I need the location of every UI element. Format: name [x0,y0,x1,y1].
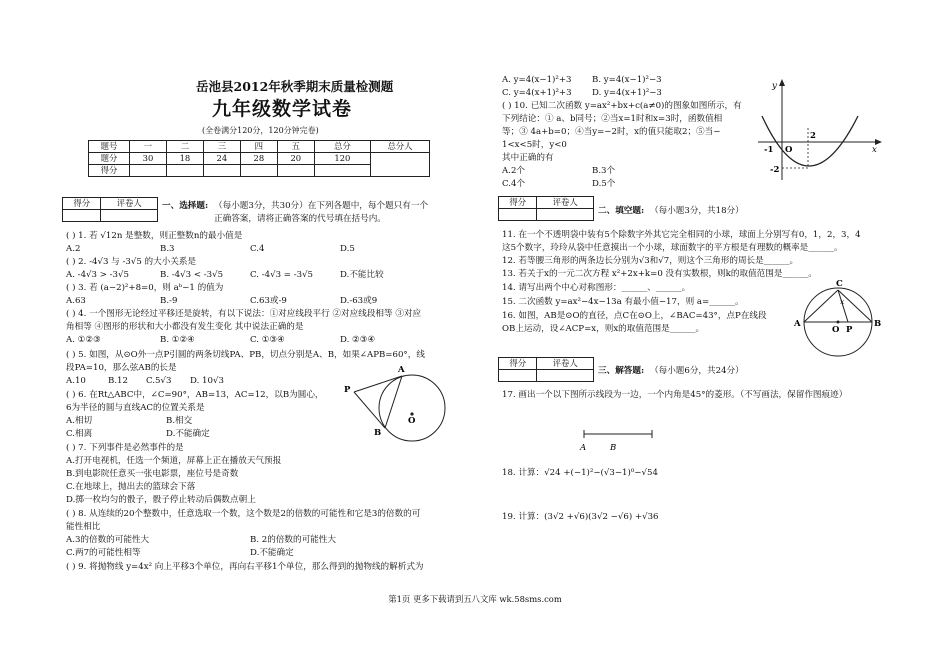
figure-q10-graph [756,76,886,186]
grader-name-cell[interactable] [101,210,158,222]
score-table-col: 四 [240,141,277,153]
exam-title: 岳池县2012年秋季期末质量检测题 [196,79,394,94]
question-7: ( ) 7. 下列事件是必然事件的是 [66,443,184,453]
grader-score-label: 得分 [499,358,537,370]
section3-heading: 三、解答题: [598,366,645,376]
fig10-label-neg2: -2 [770,165,780,175]
question-1: ( ) 1. 若 √12n 是整数，则正整数n的最小值是 [66,231,243,241]
option: C.63或-9 [250,296,287,306]
score-input-cell[interactable] [203,165,240,177]
score-table-col: 一 [130,141,167,153]
section3-desc: （每小题6分，共24分） [650,366,744,376]
score-table-cell: 24 [203,153,240,165]
score-table-header: 题分 [89,153,130,165]
option: D.5个 [592,179,616,189]
option: A.打开电视机，任选一个频道，屏幕上正在播放天气预报 [66,456,282,466]
fig5-label-p: P [344,385,351,395]
section2-desc: （每小题3分，共18分） [650,206,744,216]
option: C.两7的可能性相等 [66,548,141,558]
question-18: 18. 计算：√24 +(−1)²−(√3−1)⁰−√54 [502,468,658,478]
score-table-col: 五 [277,141,314,153]
score-table-cell: 120 [314,153,370,165]
question-5-cont: 段PA=10，那么弦AB的长是 [66,363,177,373]
option: C.4 [250,244,265,254]
score-table [88,140,430,177]
score-table-cell: 28 [240,153,277,165]
seg17-label-a: A [580,443,587,453]
fig5-label-a: A [398,365,405,375]
section1-desc: （每小题3分，共30分）在下列各题中，每个题只有一个 [214,201,429,211]
question-9: ( ) 9. 将抛物线 y=4x² 向上平移3个单位，再向右平移1个单位，那么得到的抛物线的解析式为 [66,562,424,572]
option: B. y=4(x−1)²−3 [592,75,662,85]
score-input-cell[interactable] [240,165,277,177]
grader-name-label: 评卷人 [101,198,158,210]
question-16: 16. 如图，AB是⊙O的直径，点C在⊙O上，∠BAC=43°，点P在线段 [502,311,767,321]
question-11: 11. 在一个不透明袋中装有5个除数字外其它完全相同的小球，球面上分别写有0，1，2，3，4 [502,230,861,240]
fig10-label-x: x [872,145,877,155]
figure-q5 [340,362,460,452]
option: A.10 [66,376,86,386]
fig5-label-o: O [408,416,416,426]
option: B.3个 [592,166,616,176]
section2-heading: 二、填空题: [598,206,645,216]
fig10-label-o: O [785,145,793,155]
question-19: 19. 计算：(3√2 +√6)(3√2 −√6) +√36 [502,512,659,522]
option: A.63 [66,296,86,306]
option: B.-9 [160,296,178,306]
score-table-header: 题号 [89,141,130,153]
option: C. -4√3 = -3√5 [250,270,314,280]
option: A.3的倍数的可能性大 [66,535,150,545]
figure-q17-segment [578,428,658,454]
question-10: ( ) 10. 已知二次函数 y=ax²+bx+c(a≠0)的图象如图所示，有 [502,101,742,111]
grader-box-2 [498,196,594,221]
score-table-col: 二 [166,141,203,153]
fig16-label-a: A [794,319,801,329]
score-input-cell[interactable] [277,165,314,177]
question-4-cont: 角相等 ④图形的形状和大小都没有发生变化 其中说法正确的是 [66,322,304,332]
option: D.不能比较 [340,270,384,280]
option: D. 10√3 [190,376,224,386]
section1-desc2: 正确答案，请将正确答案的代号填在括号内。 [214,214,386,224]
grader-name-label: 评卷人 [537,358,594,370]
grader-name-cell[interactable] [537,209,594,221]
question-14: 14. 请写出两个中心对称图形：______、______。 [502,283,691,293]
grader-score-cell[interactable] [499,370,537,382]
question-6-cont: 6为半径的圆与直线AC的位置关系是 [66,403,205,413]
grader-name-cell[interactable] [537,370,594,382]
grader-score-label: 得分 [499,197,537,209]
score-input-cell[interactable] [130,165,167,177]
grader-score-label: 得分 [63,198,101,210]
fig5-label-b: B [374,428,382,438]
option: B. -4√3 < -3√5 [160,270,224,280]
score-table-cell: 18 [166,153,203,165]
option: C. ①③④ [250,335,285,345]
score-table-cell: 30 [130,153,167,165]
question-8: ( ) 8. 从连续的20个整数中，任意选取一个数，这个数是2的倍数的可能性和它是3的倍数的可 [66,509,421,519]
fig16-label-b: B [874,319,882,329]
fig16-label-c: C [836,279,843,289]
option: D. ②③④ [340,335,376,345]
question-11-cont: 这5个数字，玲玲从袋中任意摸出一个小球，球面数字的平方根是有理数的概率是______。 [502,243,843,253]
grader-box-3 [498,357,594,382]
option: D.-63或9 [340,296,378,306]
grader-score-cell[interactable] [499,209,537,221]
fig16-label-x: x [840,297,845,306]
option: B.3 [160,244,175,254]
option: C.相离 [66,429,93,439]
score-input-cell[interactable] [314,165,370,177]
score-table-col: 三 [203,141,240,153]
option: D. y=4(x+1)²−3 [592,88,662,98]
question-10-cont: 下列结论：① a、b同号；②当x=1时和x=3时，函数值相 [502,114,723,124]
fig10-label-2: 2 [810,131,816,141]
question-8-cont: 能性相比 [66,522,101,532]
option: B.到电影院任意买一张电影票，座位号是奇数 [66,469,239,479]
question-3: ( ) 3. 若 (a−2)²+8=0，则 aᵇ−1 的值为 [66,283,224,293]
score-table-cell[interactable] [371,153,430,177]
score-table-header: 得分 [89,165,130,177]
option: C.4个 [502,179,526,189]
fig16-label-o: O [832,325,840,335]
exam-subtitle: 九年级数学试卷 [212,98,353,120]
question-15: 15. 二次函数 y=ax²−4x−13a 有最小值−17，则 a=______。 [502,297,744,307]
score-table-cell: 20 [277,153,314,165]
option: B. ①②④ [160,335,195,345]
seg17-label-b: B [610,443,617,453]
fig16-label-p: P [846,325,853,335]
option: B.12 [108,376,128,386]
figure-q16 [790,274,886,370]
question-12: 12. 若等腰三角形的两条边长分别为√3和√7，则这个三角形的周长是______。 [502,256,799,266]
question-6: ( ) 6. 在Rt△ABC中，∠C=90°，AB=13，AC=12，以B为圆心， [66,390,324,400]
question-13: 13. 若关于x的一元二次方程 x²+2x+k=0 没有实数根，则k的取值范围是______。 [502,269,817,279]
option: A.相切 [66,416,93,426]
score-table-col: 总分人 [371,141,430,153]
option: A.2 [66,244,81,254]
grader-score-cell[interactable] [63,210,101,222]
option: A. -4√3 > -3√5 [66,270,129,280]
option: C.5√3 [146,376,172,386]
question-5: ( ) 5. 如图，从⊙O外一点P引圆的两条切线PA、PB，切点分别是A、B，如果∠APB=60°，线 [66,350,425,360]
option: D.不能确定 [166,429,210,439]
option: A. y=4(x−1)²+3 [502,75,572,85]
fig10-label-y: y [772,81,777,91]
fig10-label-neg1: -1 [764,145,774,155]
option: C. y=4(x+1)²+3 [502,88,572,98]
section1-heading: 一、选择题: [162,201,209,211]
page-footer: 第1页 更多下载请到五八文库 wk.58sms.com [388,594,562,604]
grader-box-1 [62,197,158,222]
question-10-cont: 1<x<5时，y<0 [502,140,567,150]
option: D.掷一枚均匀的骰子，骰子停止转动后偶数点朝上 [66,495,256,505]
option: A. ①②③ [66,335,101,345]
option: C.在地球上，抛出去的篮球会下落 [66,482,196,492]
question-2: ( ) 2. -4√3 与 -3√5 的大小关系是 [66,257,197,267]
exam-note: (全卷满分120分，120分钟完卷) [202,126,319,135]
grader-name-label: 评卷人 [537,197,594,209]
question-10-cont: 其中正确的有 [502,153,554,163]
question-16-cont: OB上运动，设∠ACP=x，则x的取值范围是______。 [502,324,705,334]
question-17: 17. 画出一个以下图所示线段为一边，一个内角是45°的菱形。（不写画法，保留作图痕迹） [502,390,848,400]
score-input-cell[interactable] [166,165,203,177]
score-table-col: 总分 [314,141,370,153]
option: D.5 [340,244,355,254]
option: D.不能确定 [250,548,294,558]
option: B. 2的倍数的可能性大 [250,535,336,545]
option: A.2个 [502,166,525,176]
question-4: ( ) 4. 一个图形无论经过平移还是旋转，有以下说法：①对应线段平行 ②对应线段相等 ③对应 [66,309,422,319]
option: B.相交 [166,416,193,426]
question-10-cont: 等；③ 4a+b=0；④当y=−2时，x的值只能取2；⑤当− [502,127,721,137]
